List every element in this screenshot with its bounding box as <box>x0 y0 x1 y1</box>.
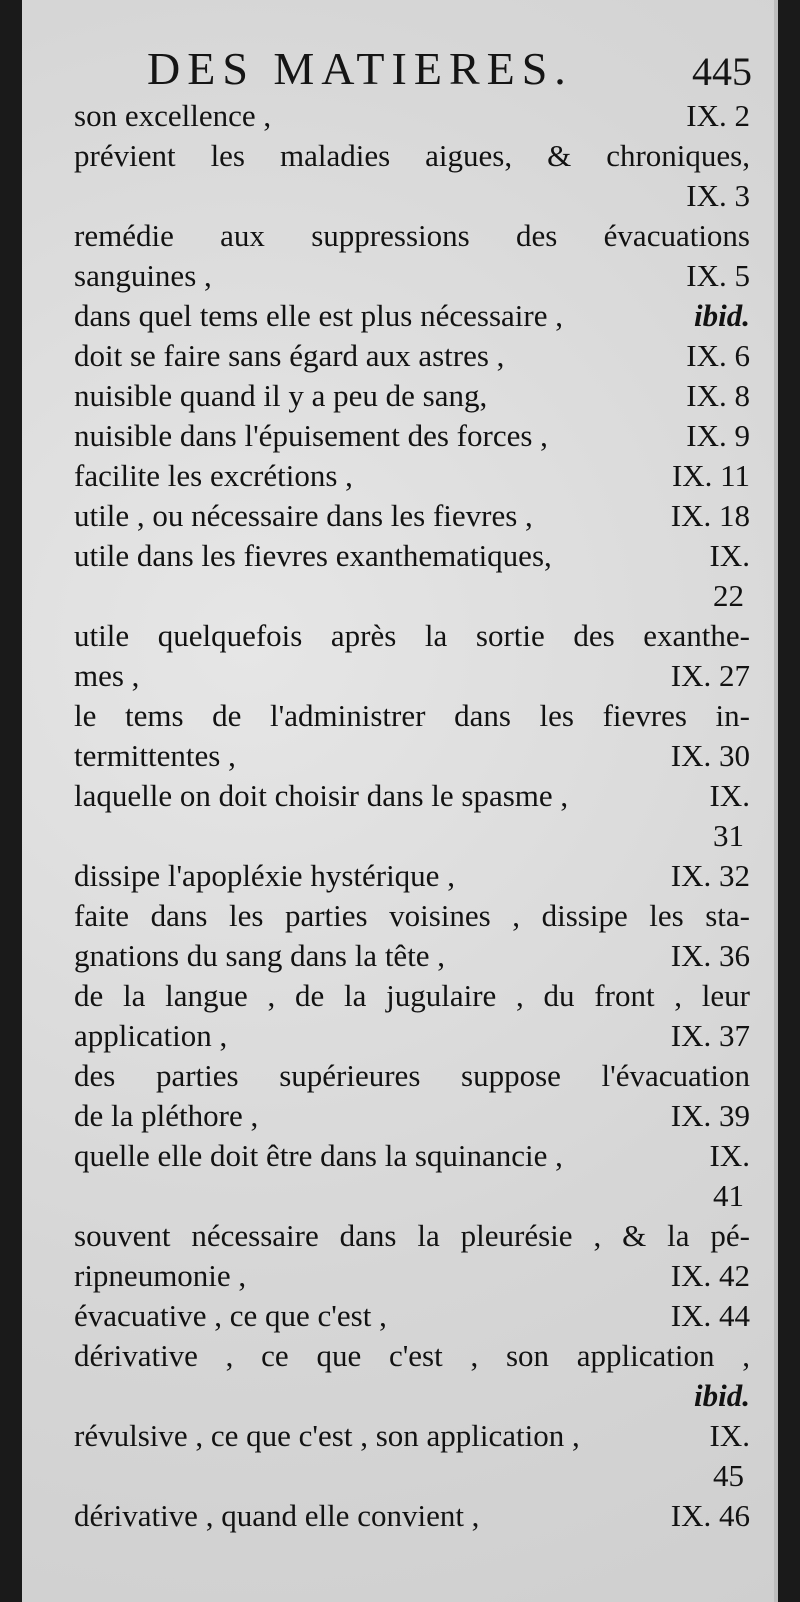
entry-text: utile , ou nécessaire dans les fievres , <box>74 498 533 533</box>
entry-reference: IX. <box>709 1418 750 1453</box>
index-entry <box>74 1416 750 1496</box>
entry-reference: IX. 3 <box>686 178 750 213</box>
entry-tail-line <box>74 776 750 816</box>
entry-reference: IX. 5 <box>686 258 750 293</box>
entry-line: dérivative , ce que c'est , son application , <box>74 1338 750 1373</box>
entry-tail-line <box>74 296 750 336</box>
entry-tail-line <box>74 536 750 576</box>
entry-tail-line <box>74 1416 750 1456</box>
entry-text: son excellence , <box>74 98 272 133</box>
index-entry <box>74 616 750 696</box>
page-number: 445 <box>692 49 752 94</box>
entry-line: remédie aux suppressions des évacuations <box>74 218 750 253</box>
entry-text: termittentes , <box>74 738 236 773</box>
entry-tail-line <box>74 1296 750 1336</box>
index-entry <box>74 1056 750 1136</box>
entry-line: des parties supérieures suppose l'évacuation <box>74 1058 750 1093</box>
entry-line: de la langue , de la jugulaire , du front , leur <box>74 978 750 1013</box>
entry-text: facilite les excrétions , <box>74 458 353 493</box>
entry-reference: IX. <box>709 1138 750 1173</box>
index-entry <box>74 1296 750 1336</box>
index-entry <box>74 856 750 896</box>
entry-text: quelle elle doit être dans la squinancie , <box>74 1138 563 1173</box>
index-entry <box>74 976 750 1056</box>
entry-reference: IX. 9 <box>686 418 750 453</box>
entry-reference: IX. 11 <box>671 458 750 493</box>
entry-text: utile dans les fievres exanthematiques, <box>74 538 552 573</box>
entry-text: dérivative , quand elle convient , <box>74 1498 480 1533</box>
entry-tail-line <box>74 656 750 696</box>
index-entry <box>74 376 750 416</box>
entry-tail-line <box>74 1256 750 1296</box>
entry-reference: ibid. <box>694 1378 750 1413</box>
entry-reference-continued: 22 <box>713 578 744 613</box>
entry-tail-line <box>74 496 750 536</box>
entry-reference: IX. 39 <box>670 1098 750 1133</box>
entry-line: faite dans les parties voisines , dissipe les sta- <box>74 898 750 933</box>
entry-tail-line <box>74 1096 750 1136</box>
index-entry <box>74 136 750 216</box>
entry-tail-line <box>74 416 750 456</box>
book-page <box>22 0 778 1602</box>
entry-reference: IX. <box>709 538 750 573</box>
index-entry <box>74 336 750 376</box>
entry-tail-line <box>74 376 750 416</box>
entry-reference: IX. 6 <box>686 338 750 373</box>
entry-tail-line <box>74 856 750 896</box>
index-entry <box>74 1136 750 1216</box>
index-entry <box>74 1496 750 1536</box>
entry-text: ripneumonie , <box>74 1258 247 1293</box>
entry-line: le tems de l'administrer dans les fievres in- <box>74 698 750 733</box>
entry-text: dissipe l'apopléxie hystérique , <box>74 858 455 893</box>
running-title: DES MATIERES. <box>147 43 573 94</box>
entry-tail-line <box>74 256 750 296</box>
index-entry <box>74 536 750 616</box>
entry-text: de la pléthore , <box>74 1098 259 1133</box>
entry-reference: IX. 46 <box>670 1498 750 1533</box>
entry-tail-line <box>74 936 750 976</box>
entry-reference: IX. <box>709 778 750 813</box>
index-entry <box>74 696 750 776</box>
entry-tail-line <box>74 1016 750 1056</box>
entry-text: évacuative , ce que c'est , <box>74 1298 387 1333</box>
entry-text: dans quel tems elle est plus nécessaire , <box>74 298 563 333</box>
index-entries <box>74 96 750 1536</box>
entry-tail-line <box>74 336 750 376</box>
entry-text: nuisible quand il y a peu de sang, <box>74 378 488 413</box>
entry-reference: IX. 27 <box>670 658 750 693</box>
entry-reference: IX. 2 <box>686 98 750 133</box>
entry-tail-line <box>74 1136 750 1176</box>
entry-reference-continued: 41 <box>713 1178 744 1213</box>
entry-reference: IX. 18 <box>670 498 750 533</box>
entry-line: souvent nécessaire dans la pleurésie , & la pé- <box>74 1218 750 1253</box>
entry-tail-line <box>74 1496 750 1536</box>
entry-text: laquelle on doit choisir dans le spasme , <box>74 778 569 813</box>
entry-reference: IX. 32 <box>670 858 750 893</box>
index-entry <box>74 496 750 536</box>
entry-reference: ibid. <box>694 298 750 333</box>
index-entry <box>74 896 750 976</box>
entry-reference: IX. 37 <box>670 1018 750 1053</box>
entry-reference: IX. 44 <box>670 1298 750 1333</box>
index-entry <box>74 456 750 496</box>
entry-line: prévient les maladies aigues, & chroniques, <box>74 138 750 173</box>
entry-tail-line <box>74 736 750 776</box>
index-entry <box>74 1216 750 1296</box>
index-entry <box>74 296 750 336</box>
entry-reference: IX. 42 <box>670 1258 750 1293</box>
entry-tail-line <box>74 456 750 496</box>
entry-line: utile quelquefois après la sortie des exanthe- <box>74 618 750 653</box>
index-entry <box>74 776 750 856</box>
entry-reference-continued: 31 <box>713 818 744 853</box>
entry-text: application , <box>74 1018 228 1053</box>
page-header <box>22 42 774 102</box>
entry-text: nuisible dans l'épuisement des forces , <box>74 418 548 453</box>
index-entry <box>74 96 750 136</box>
entry-text: sanguines , <box>74 258 212 293</box>
index-entry <box>74 1336 750 1416</box>
entry-text: mes , <box>74 658 140 693</box>
entry-text: gnations du sang dans la tête , <box>74 938 446 973</box>
index-entry <box>74 416 750 456</box>
entry-reference: IX. 8 <box>686 378 750 413</box>
entry-text: doit se faire sans égard aux astres , <box>74 338 505 373</box>
index-entry <box>74 216 750 296</box>
entry-reference: IX. 36 <box>670 938 750 973</box>
entry-text: révulsive , ce que c'est , son application , <box>74 1418 580 1453</box>
entry-reference-continued: 45 <box>713 1458 744 1493</box>
entry-tail-line <box>74 96 750 136</box>
entry-reference: IX. 30 <box>670 738 750 773</box>
